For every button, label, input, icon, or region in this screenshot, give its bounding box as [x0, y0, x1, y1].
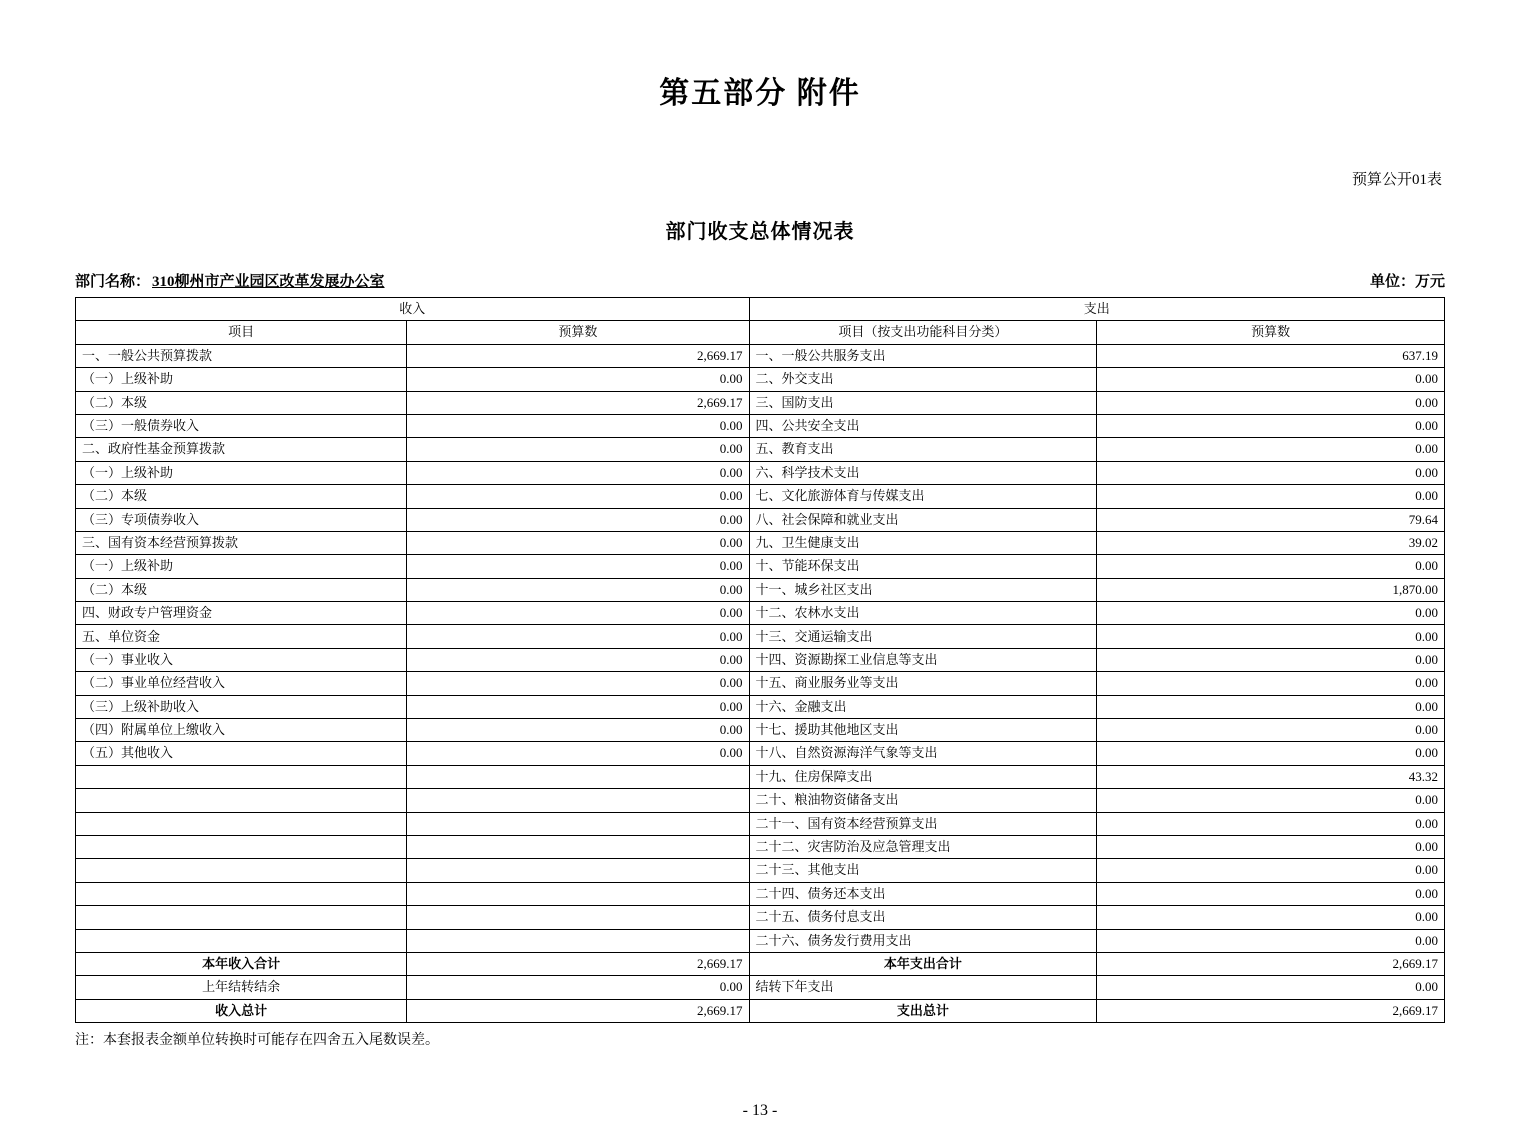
expense-summary-label: 支出总计: [749, 999, 1097, 1022]
expense-item-cell: 六、科学技术支出: [749, 461, 1097, 484]
table-summary-row: [76, 999, 1445, 1022]
table-summary-row: [76, 976, 1445, 999]
income-item-cell: （一）上级补助: [76, 555, 407, 578]
income-amount-cell: [407, 859, 749, 882]
table-row: [76, 438, 1445, 461]
table-column-header-row: [76, 321, 1445, 344]
table-row: [76, 344, 1445, 367]
income-item-cell: [76, 812, 407, 835]
column-header-expense-amount: 预算数: [1097, 321, 1445, 344]
income-amount-cell: 2,669.17: [407, 344, 749, 367]
income-summary-label: 收入总计: [76, 999, 407, 1022]
income-amount-cell: 0.00: [407, 672, 749, 695]
expense-item-cell: 三、国防支出: [749, 391, 1097, 414]
expense-item-cell: 十七、援助其他地区支出: [749, 719, 1097, 742]
expense-item-cell: 十、节能环保支出: [749, 555, 1097, 578]
table-row: [76, 835, 1445, 858]
income-item-cell: （三）专项债券收入: [76, 508, 407, 531]
expense-item-cell: 五、教育支出: [749, 438, 1097, 461]
expense-item-cell: 八、社会保障和就业支出: [749, 508, 1097, 531]
income-amount-cell: 0.00: [407, 555, 749, 578]
expense-item-cell: 二、外交支出: [749, 368, 1097, 391]
income-item-cell: [76, 882, 407, 905]
expense-amount-cell: 0.00: [1097, 438, 1445, 461]
table-row: [76, 485, 1445, 508]
income-item-cell: 二、政府性基金预算拨款: [76, 438, 407, 461]
expense-amount-cell: 0.00: [1097, 485, 1445, 508]
expense-item-cell: 二十五、债务付息支出: [749, 906, 1097, 929]
table-row: [76, 929, 1445, 952]
income-item-cell: （一）事业收入: [76, 648, 407, 671]
income-item-cell: （三）一般债券收入: [76, 414, 407, 437]
table-row: [76, 648, 1445, 671]
document-page: [0, 68, 1520, 1142]
income-item-cell: [76, 859, 407, 882]
table-row: [76, 789, 1445, 812]
income-amount-cell: 0.00: [407, 648, 749, 671]
expense-item-cell: 二十二、灾害防治及应急管理支出: [749, 835, 1097, 858]
expense-item-cell: 二十六、债务发行费用支出: [749, 929, 1097, 952]
expense-amount-cell: 0.00: [1097, 789, 1445, 812]
income-amount-cell: 0.00: [407, 625, 749, 648]
expense-item-cell: 十六、金融支出: [749, 695, 1097, 718]
income-item-cell: 四、财政专户管理资金: [76, 602, 407, 625]
table-row: [76, 742, 1445, 765]
table-title: 部门收支总体情况表: [665, 221, 855, 243]
expense-amount-cell: 0.00: [1097, 719, 1445, 742]
table-note: 注：本套报表金额单位转换时可能存在四舍五入尾数误差。: [75, 1033, 439, 1049]
expense-amount-cell: 79.64: [1097, 508, 1445, 531]
expense-amount-cell: 39.02: [1097, 531, 1445, 554]
table-row: [76, 625, 1445, 648]
income-summary-amount: 0.00: [407, 976, 749, 999]
expense-item-cell: 四、公共安全支出: [749, 414, 1097, 437]
income-item-cell: 五、单位资金: [76, 625, 407, 648]
income-amount-cell: [407, 882, 749, 905]
table-row: [76, 578, 1445, 601]
income-amount-cell: 0.00: [407, 368, 749, 391]
income-summary-label: 本年收入合计: [76, 952, 407, 975]
expense-item-cell: 二十四、债务还本支出: [749, 882, 1097, 905]
income-item-cell: [76, 929, 407, 952]
expense-summary-label: 结转下年支出: [749, 976, 1097, 999]
income-amount-cell: 0.00: [407, 719, 749, 742]
income-item-cell: （二）事业单位经营收入: [76, 672, 407, 695]
expense-item-cell: 十二、农林水支出: [749, 602, 1097, 625]
expense-amount-cell: 0.00: [1097, 742, 1445, 765]
table-row: [76, 391, 1445, 414]
table-row: [76, 765, 1445, 788]
income-item-cell: [76, 789, 407, 812]
expense-item-cell: 十九、住房保障支出: [749, 765, 1097, 788]
income-amount-cell: 0.00: [407, 742, 749, 765]
income-summary-amount: 2,669.17: [407, 999, 749, 1022]
income-item-cell: （五）其他收入: [76, 742, 407, 765]
expense-amount-cell: 0.00: [1097, 859, 1445, 882]
income-amount-cell: 0.00: [407, 414, 749, 437]
income-amount-cell: [407, 835, 749, 858]
income-item-cell: （一）上级补助: [76, 461, 407, 484]
expense-amount-cell: 0.00: [1097, 648, 1445, 671]
table-row: [76, 859, 1445, 882]
table-row: [76, 719, 1445, 742]
income-item-cell: [76, 835, 407, 858]
income-summary-label: 上年结转结余: [76, 976, 407, 999]
table-group-header-row: [76, 298, 1445, 321]
expense-item-cell: 二十三、其他支出: [749, 859, 1097, 882]
table-row: [76, 812, 1445, 835]
income-amount-cell: 0.00: [407, 695, 749, 718]
page-number: - 13 -: [742, 1102, 778, 1119]
table-row: [76, 906, 1445, 929]
income-item-cell: [76, 765, 407, 788]
income-amount-cell: [407, 929, 749, 952]
income-item-cell: （二）本级: [76, 485, 407, 508]
income-amount-cell: 0.00: [407, 531, 749, 554]
column-header-income-amount: 预算数: [407, 321, 749, 344]
expense-summary-amount: 2,669.17: [1097, 952, 1445, 975]
expense-item-cell: 十四、资源勘探工业信息等支出: [749, 648, 1097, 671]
table-row: [76, 695, 1445, 718]
income-amount-cell: 0.00: [407, 508, 749, 531]
income-amount-cell: 0.00: [407, 461, 749, 484]
expense-item-cell: 十八、自然资源海洋气象等支出: [749, 742, 1097, 765]
income-amount-cell: 2,669.17: [407, 391, 749, 414]
expense-amount-cell: 0.00: [1097, 812, 1445, 835]
table-summary-row: [76, 952, 1445, 975]
expense-item-cell: 一、一般公共服务支出: [749, 344, 1097, 367]
expense-amount-cell: 0.00: [1097, 391, 1445, 414]
expense-amount-cell: 0.00: [1097, 882, 1445, 905]
table-row: [76, 531, 1445, 554]
expense-item-cell: 七、文化旅游体育与传媒支出: [749, 485, 1097, 508]
expense-amount-cell: 0.00: [1097, 625, 1445, 648]
income-amount-cell: 0.00: [407, 578, 749, 601]
expense-amount-cell: 0.00: [1097, 835, 1445, 858]
expense-summary-amount: 0.00: [1097, 976, 1445, 999]
form-code: 预算公开01表: [1351, 172, 1442, 188]
expense-amount-cell: 0.00: [1097, 414, 1445, 437]
income-item-cell: 三、国有资本经营预算拨款: [76, 531, 407, 554]
expense-summary-amount: 2,669.17: [1097, 999, 1445, 1022]
expense-amount-cell: 0.00: [1097, 672, 1445, 695]
expense-amount-cell: 0.00: [1097, 929, 1445, 952]
expense-summary-label: 本年支出合计: [749, 952, 1097, 975]
column-header-income-item: 项目: [76, 321, 407, 344]
income-amount-cell: [407, 765, 749, 788]
table-meta: [75, 270, 1445, 291]
income-amount-cell: [407, 812, 749, 835]
income-item-cell: 一、一般公共预算拨款: [76, 344, 407, 367]
table-row: [76, 555, 1445, 578]
department-label: 部门名称：: [75, 274, 151, 290]
department-name: 310柳州市产业园区改革发展办公室: [152, 274, 385, 290]
group-header-expense: 支出: [749, 298, 1444, 321]
income-amount-cell: 0.00: [407, 485, 749, 508]
expense-item-cell: 九、卫生健康支出: [749, 531, 1097, 554]
income-amount-cell: 0.00: [407, 438, 749, 461]
table-row: [76, 461, 1445, 484]
expense-item-cell: 十五、商业服务业等支出: [749, 672, 1097, 695]
income-item-cell: （二）本级: [76, 391, 407, 414]
expense-item-cell: 二十、粮油物资储备支出: [749, 789, 1097, 812]
table-row: [76, 882, 1445, 905]
income-amount-cell: 0.00: [407, 602, 749, 625]
expense-amount-cell: 0.00: [1097, 695, 1445, 718]
table-row: [76, 414, 1445, 437]
page-title: 第五部分 附件: [659, 77, 861, 110]
table-row: [76, 672, 1445, 695]
income-item-cell: （一）上级补助: [76, 368, 407, 391]
income-item-cell: （三）上级补助收入: [76, 695, 407, 718]
income-amount-cell: [407, 906, 749, 929]
group-header-income: 收入: [76, 298, 750, 321]
income-summary-amount: 2,669.17: [407, 952, 749, 975]
table-row: [76, 602, 1445, 625]
income-item-cell: [76, 906, 407, 929]
expense-item-cell: 十一、城乡社区支出: [749, 578, 1097, 601]
income-amount-cell: [407, 789, 749, 812]
table-row: [76, 368, 1445, 391]
income-item-cell: （二）本级: [76, 578, 407, 601]
expense-amount-cell: 0.00: [1097, 555, 1445, 578]
expense-amount-cell: 1,870.00: [1097, 578, 1445, 601]
expense-amount-cell: 0.00: [1097, 602, 1445, 625]
column-header-expense-item: 项目（按支出功能科目分类）: [749, 321, 1097, 344]
expense-amount-cell: 637.19: [1097, 344, 1445, 367]
expense-amount-cell: 0.00: [1097, 461, 1445, 484]
table-row: [76, 508, 1445, 531]
expense-item-cell: 十三、交通运输支出: [749, 625, 1097, 648]
expense-item-cell: 二十一、国有资本经营预算支出: [749, 812, 1097, 835]
expense-amount-cell: 0.00: [1097, 368, 1445, 391]
unit-label: 单位：万元: [1369, 274, 1445, 290]
department-line: [75, 270, 387, 291]
income-item-cell: （四）附属单位上缴收入: [76, 719, 407, 742]
expense-amount-cell: 0.00: [1097, 906, 1445, 929]
budget-table: [75, 297, 1445, 1023]
expense-amount-cell: 43.32: [1097, 765, 1445, 788]
